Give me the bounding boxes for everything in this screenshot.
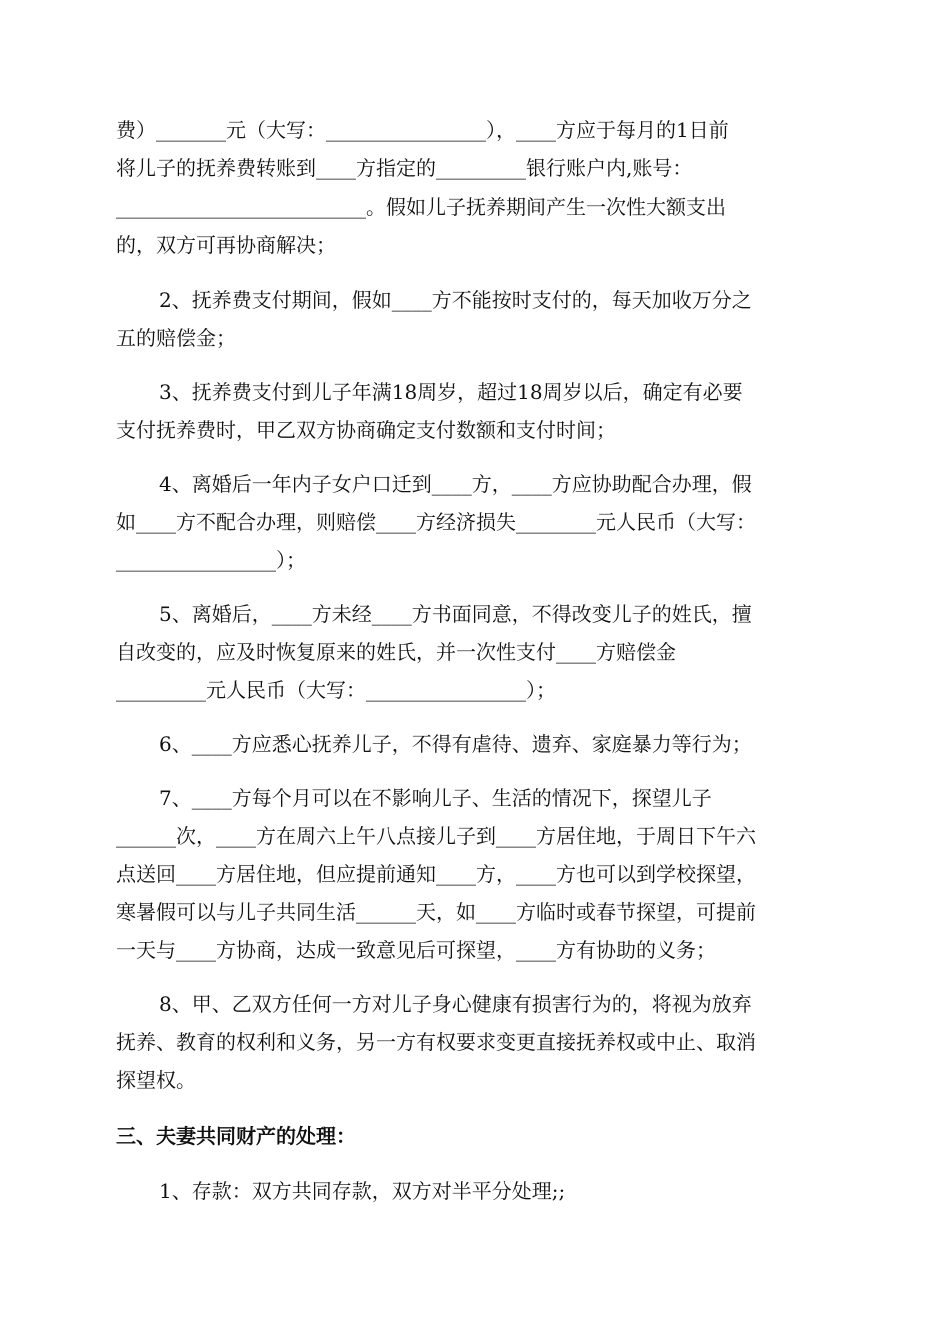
- text-line: 寒暑假可以与儿子共同生活______天，如____方临时或春节探望，可提前: [116, 900, 756, 924]
- text-line: 的，双方可再协商解决；: [116, 233, 336, 257]
- text-line: 如____方不配合办理，则赔偿____方经济损失________元人民币（大写：: [116, 510, 756, 534]
- text-line: 将儿子的抚养费转账到____方指定的_________银行账户内,账号：: [116, 156, 693, 180]
- text-line: ________________）；: [116, 548, 306, 572]
- text-line: 7、____方每个月可以在不影响儿子、生活的情况下，探望儿子: [159, 786, 712, 810]
- text-line: 抚养、教育的权利和义务，另一方有权要求变更直接抚养权或中止、取消: [116, 1030, 756, 1054]
- section-heading: 三、夫妻共同财产的处理：: [116, 1124, 356, 1148]
- text-line: 8、甲、乙双方任何一方对儿子身心健康有损害行为的，将视为放弃: [159, 992, 752, 1016]
- text-line: 1、存款：双方共同存款，双方对半平分处理;;: [159, 1179, 566, 1203]
- text-line: 2、抚养费支付期间，假如____方不能按时支付的，每天加收万分之: [159, 288, 752, 312]
- text-line: 支付抚养费时，甲乙双方协商确定支付数额和支付时间；: [116, 418, 616, 442]
- text-line: 自改变的，应及时恢复原来的姓氏，并一次性支付____方赔偿金: [116, 640, 676, 664]
- text-line: 4、离婚后一年内子女户口迁到____方，____方应协助配合办理，假: [159, 472, 752, 496]
- text-line: 6、____方应悉心抚养儿子，不得有虐待、遗弃、家庭暴力等行为；: [159, 732, 752, 756]
- text-line: 费）_______元（大写：________________），____方应于每月的1日前: [116, 118, 729, 142]
- text-line: 五的赔偿金；: [116, 326, 236, 350]
- text-line: 5、离婚后，____方未经____方书面同意，不得改变儿子的姓氏，擅: [159, 602, 752, 626]
- text-line: 点送回____方居住地，但应提前通知____方，____方也可以到学校探望，: [116, 862, 756, 886]
- text-line: _________________________。假如儿子抚养期间产生一次性大额支出: [116, 195, 726, 219]
- text-line: ______次，____方在周六上午八点接儿子到____方居住地，于周日下午六: [116, 824, 756, 848]
- text-line: 3、抚养费支付到儿子年满18周岁，超过18周岁以后，确定有必要: [159, 380, 743, 404]
- text-line: 探望权。: [116, 1068, 196, 1092]
- text-line: _________元人民币（大写：________________）；: [116, 678, 556, 702]
- text-line: 一天与____方协商，达成一致意见后可探望，____方有协助的义务；: [116, 938, 716, 962]
